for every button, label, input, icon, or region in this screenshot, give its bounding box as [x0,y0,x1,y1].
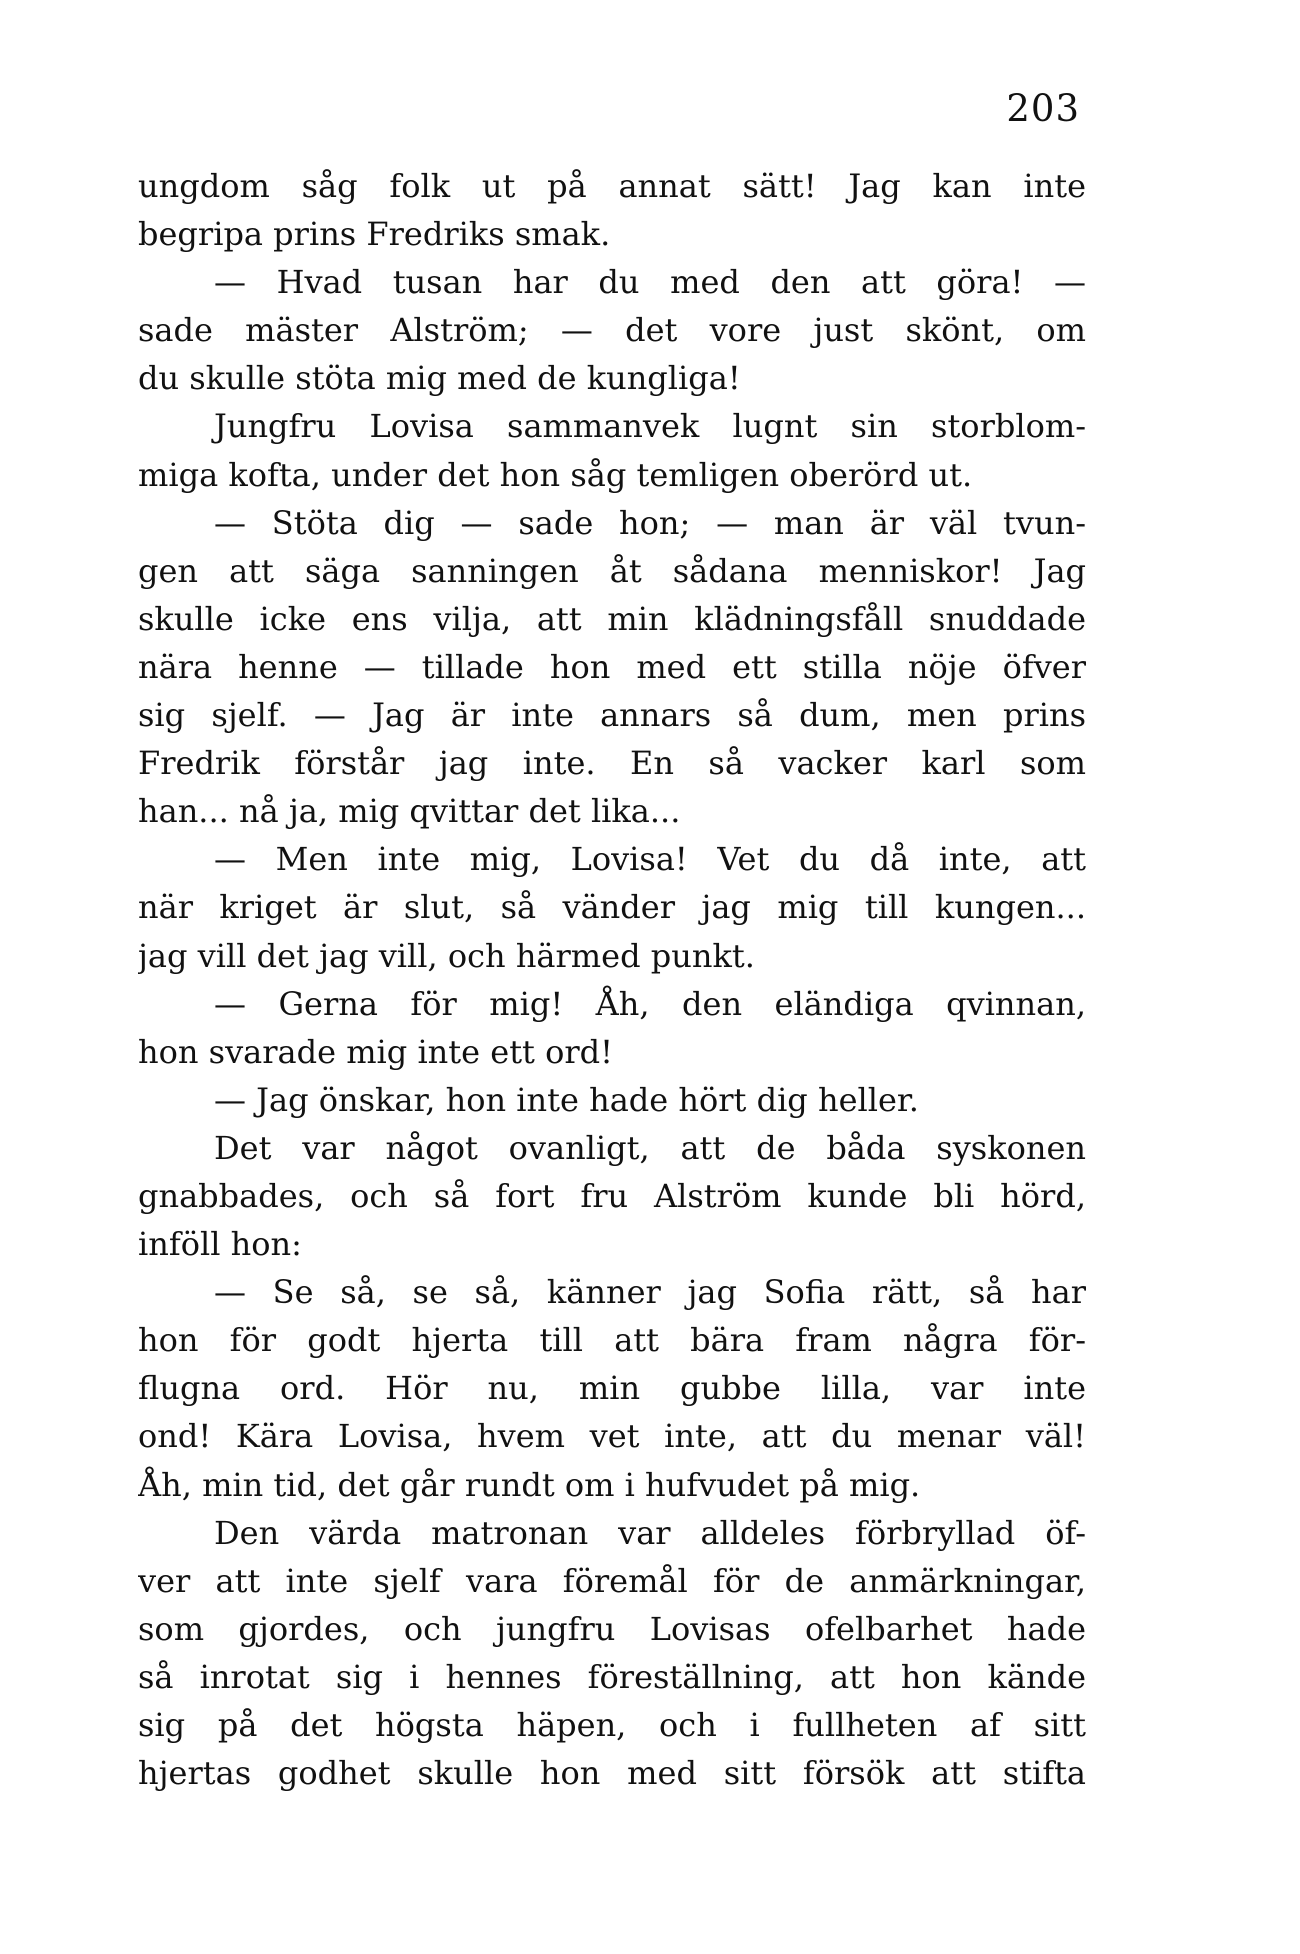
text-line: Den värda matronan var alldeles förbryllad öf- [214,1513,1086,1552]
text-line: hon svarade mig inte ett ord! [138,1032,613,1071]
text-line: jag vill det jag vill, och härmed punkt. [138,936,755,975]
text-line: Jungfru Lovisa sammanvek lugnt sin storblom- [214,407,1086,446]
text-line: gen att säga sanningen åt sådana menniskor! Jag [138,551,1086,590]
text-line: — Se så, se så, känner jag Sofia rätt, så har [214,1273,1086,1312]
text-line: sade mäster Alström; — det vore just skönt, om [138,311,1086,350]
text-line: ond! Kära Lovisa, hvem vet inte, att du menar väl! [138,1417,1086,1456]
text-line: skulle icke ens vilja, att min klädningsfåll snuddade [138,599,1086,638]
text-line: — Jag önskar, hon inte hade hört dig heller. [214,1080,919,1119]
text-line: du skulle stöta mig med de kungliga! [138,359,741,398]
text-line: ver att inte sjelf vara föremål för de anmärkningar, [138,1561,1086,1600]
text-line: begripa prins Fredriks smak. [138,215,611,254]
text-line: ungdom såg folk ut på annat sätt! Jag kan inte [138,167,1086,205]
text-line: sig på det högsta häpen, och i fullheten af sitt [138,1706,1086,1744]
page-number: 203 [1006,87,1080,130]
text-line: hjertas godhet skulle hon med sitt försök att stifta [138,1754,1086,1793]
body-text [138,162,1086,1797]
text-line: flugna ord. Hör nu, min gubbe lilla, var inte [138,1369,1086,1408]
text-line: hon för godt hjerta till att bära fram några för- [138,1321,1086,1360]
text-line: sig sjelf. — Jag är inte annars så dum, men prins [138,696,1086,735]
text-line: gnabbades, och så fort fru Alström kunde bli hörd, [138,1176,1086,1215]
text-line: Åh, min tid, det går rundt om i hufvudet på mig. [138,1465,921,1504]
text-line: — Hvad tusan har du med den att göra! — [214,263,1086,302]
text-line: så inrotat sig i hennes föreställning, att hon kände [138,1657,1086,1696]
text-line: Fredrik förstår jag inte. En så vacker karl som [138,744,1086,783]
text-line: nära henne — tillade hon med ett stilla nöje öfver [138,647,1086,686]
text-line: inföll hon: [138,1225,302,1264]
text-line: han... nå ja, mig qvittar det lika... [138,792,681,831]
text-line: — Gerna för mig! Åh, den eländiga qvinnan, [214,984,1086,1023]
text-line: — Men inte mig, Lovisa! Vet du då inte, att [214,840,1086,879]
text-line: när kriget är slut, så vänder jag mig till kungen... [138,888,1086,927]
text-line: — Stöta dig — sade hon; — man är väl tvun- [214,503,1086,542]
text-line: miga kofta, under det hon såg temligen oberörd ut. [138,455,973,494]
text-line: som gjordes, och jungfru Lovisas ofelbarhet hade [138,1609,1086,1648]
text-line: Det var något ovanligt, att de båda syskonen [214,1128,1086,1167]
